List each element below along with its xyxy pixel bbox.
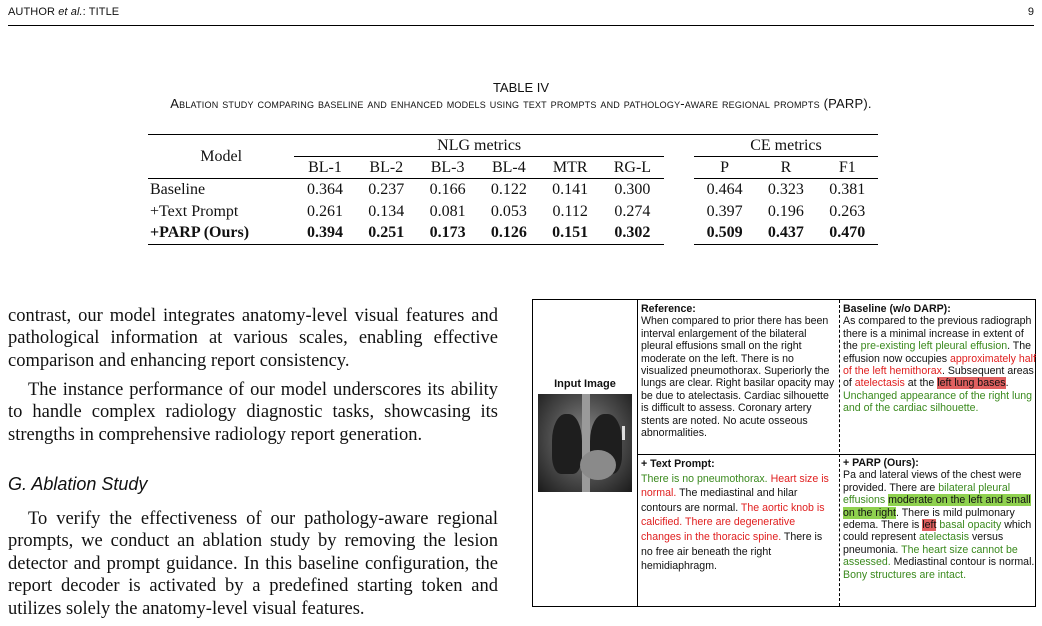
col-header: BL-3 [417, 157, 478, 179]
cell: 0.053 [490, 202, 527, 220]
col-header: BL-2 [356, 157, 417, 179]
parp-report: + PARP (Ours): Pa and lateral views of the chest were provided. There are bilateral pleural effusions moderate on the left and small on the right. There is mild pulmonary edema. There is left basal opacity which could represent atelectasis versus pneumonia. The heart size cannot be assessed. Mediastinal contour is normal. Bony structures are intact. [843, 457, 1035, 581]
row-model: +PARP (Ours) [148, 223, 294, 245]
table-caption: Ablation study comparing baseline and enhanced models using text prompts and pathology-aware regional prompts (PARP). [170, 96, 872, 111]
col-header: MTR [540, 157, 601, 179]
ce-header: CE metrics [694, 135, 878, 157]
col-header: F1 [817, 157, 878, 179]
cell: 0.381 [829, 180, 866, 198]
cell: 0.141 [552, 180, 589, 198]
cell: 0.173 [417, 223, 478, 245]
cell: 0.251 [356, 223, 417, 245]
col-header: BL-4 [478, 157, 539, 179]
cell: 0.134 [368, 202, 405, 220]
col-header: BL-1 [294, 157, 355, 179]
cell: 0.151 [540, 223, 601, 245]
model-header: Model [148, 135, 294, 179]
cell: 0.263 [829, 202, 866, 220]
cell: 0.166 [429, 180, 466, 198]
qualitative-figure [532, 299, 1036, 607]
row-model: Baseline [150, 180, 206, 198]
input-image-label: Input Image [554, 378, 616, 390]
table-label: TABLE IV [492, 80, 550, 95]
col-header: R [755, 157, 816, 179]
paragraph-performance: The instance performance of our model underscores its ability to handle complex radiology diagnostic tasks, showcasing its strengths in comprehensive radiology report generation. [8, 380, 498, 445]
table-row [148, 223, 878, 245]
paragraph-contrast: contrast, our model integrates anatomy-level visual features and pathological information at various scales, enabling effective comparison and enhancing report consistency. [8, 306, 498, 371]
ablation-table [148, 134, 878, 245]
cell: 0.470 [817, 223, 878, 245]
cell: 0.464 [706, 180, 743, 198]
header-author: AUTHOR [8, 6, 56, 18]
cell: 0.437 [755, 223, 816, 245]
cell: 0.302 [601, 223, 664, 245]
cell: 0.274 [614, 202, 651, 220]
cell: 0.300 [614, 180, 651, 198]
chest-xray-image [538, 394, 632, 492]
running-header-title [8, 6, 119, 18]
cell: 0.323 [767, 180, 804, 198]
cell: 0.112 [552, 202, 588, 220]
cell: 0.394 [294, 223, 355, 245]
cell: 0.261 [306, 202, 343, 220]
reference-report: Reference: When compared to prior there has been interval enlargement of the bilateral pleural effusions small on the right moderate on the left. There is no visualized pneumothorax. Superiorly the lungs are clear. Right basilar opacity may be due to atelectasis. Cardiac silhouette is difficult to assess. Coronary artery stents are noted. No acute osseous abnormalities. [641, 303, 835, 440]
table-row [148, 201, 878, 223]
header-rule [8, 25, 1034, 26]
baseline-report: Baseline (w/o DARP): As compared to the previous radiograph there is a minimal increase in extent of the pre-existing left pleural effusion. The effusion now occupies approximately half of the left hemithorax. Subsequent areas of atelectasis at the left lung bases. Unchanged appearance of the right lung and of the cardiac silhouette. [843, 303, 1036, 415]
col-header: RG-L [601, 157, 664, 179]
cell: 0.397 [706, 202, 743, 220]
header-etal: et al. [58, 6, 83, 18]
nlg-header: NLG metrics [294, 135, 664, 157]
cell: 0.196 [767, 202, 804, 220]
cell: 0.364 [306, 180, 343, 198]
cell: 0.126 [478, 223, 539, 245]
subsection-heading: G. Ablation Study [8, 474, 148, 494]
row-model: +Text Prompt [150, 202, 239, 220]
header-title: : TITLE [82, 6, 120, 18]
text-prompt-report: + Text Prompt: There is no pneumothorax. Heart size is normal. The mediastinal and hilar contours are normal. The aortic knob is calcified. There are degenerative changes in the thoracic spine. There is no free air beneath the right hemidiaphragm. [641, 458, 829, 573]
cell: 0.237 [368, 180, 405, 198]
col-header: P [694, 157, 755, 179]
cell: 0.081 [429, 202, 466, 220]
paragraph-ablation: To verify the effectiveness of our pathology-aware regional prompts, we conduct an ablation study by removing the lesion detector and prompt guidance. In this baseline configuration, the report decoder is activated by a predefined starting token and utilizes solely the anatomy-level visual features. [8, 509, 498, 619]
table-row [148, 179, 878, 201]
cell: 0.509 [694, 223, 755, 245]
cell: 0.122 [490, 180, 527, 198]
page-number: 9 [1027, 6, 1034, 18]
